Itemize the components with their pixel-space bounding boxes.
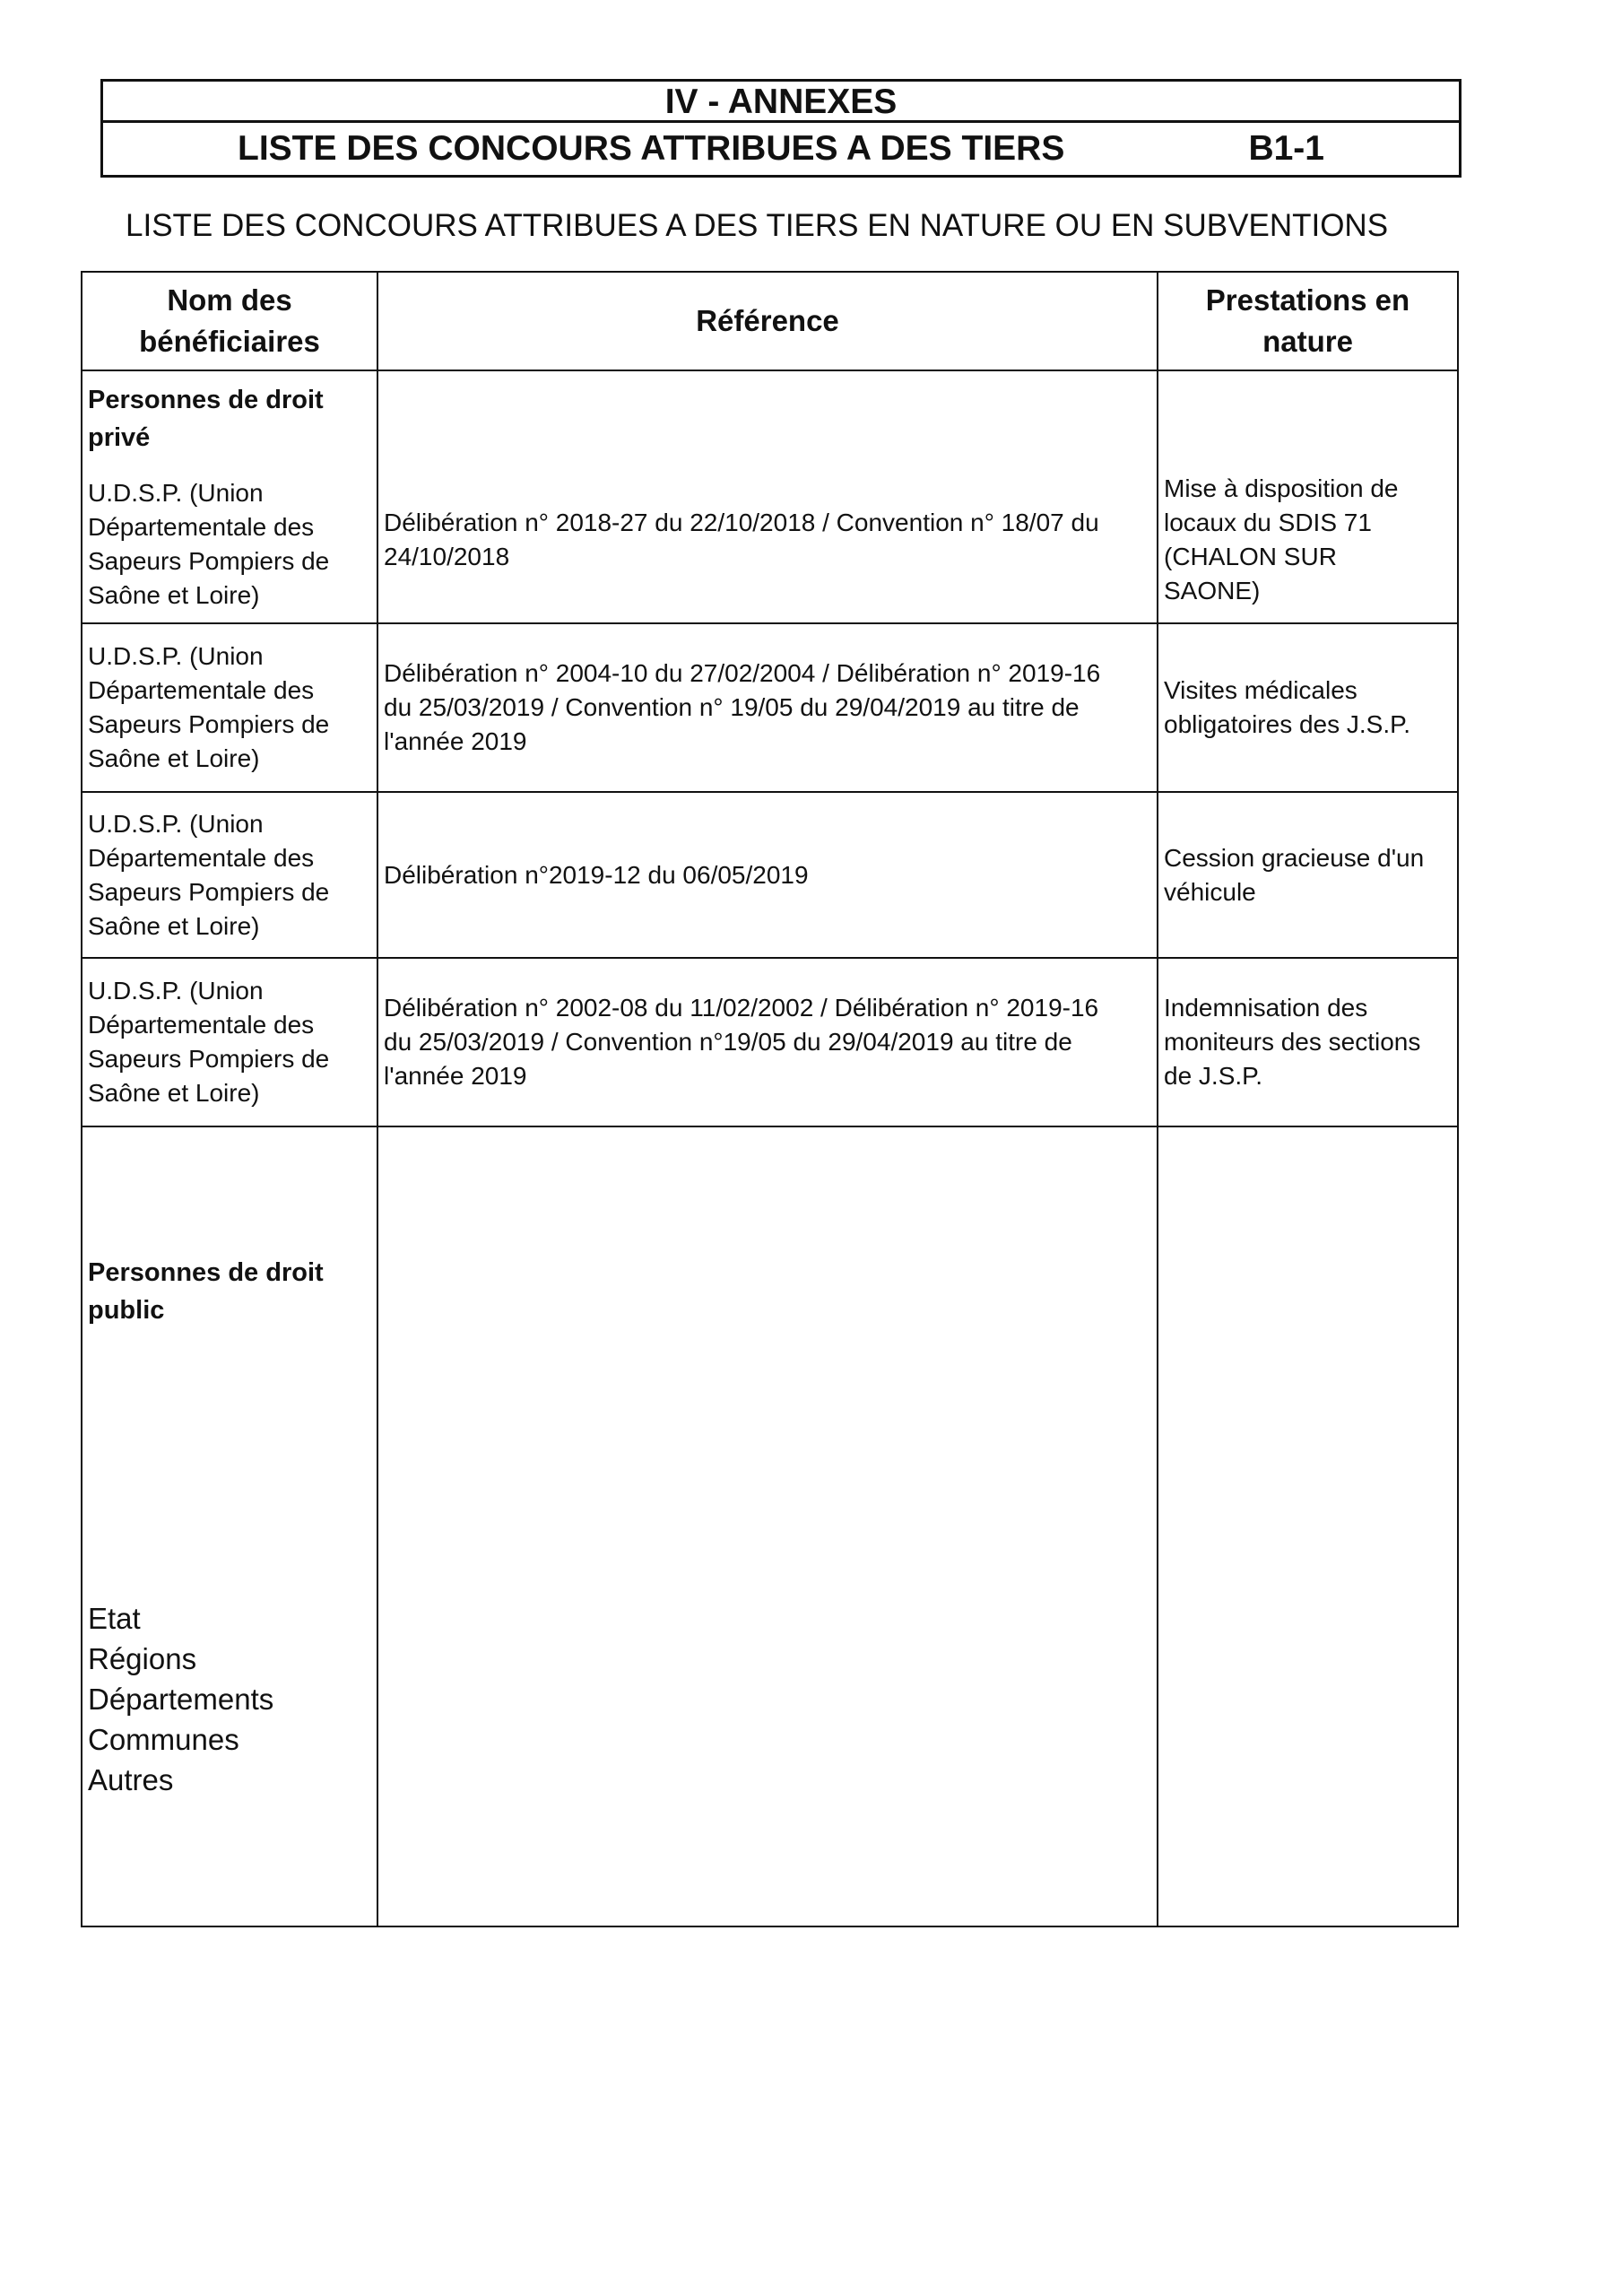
beneficiary-name-line: Sapeurs Pompiers de — [88, 547, 330, 575]
reference-line: Délibération n° 2004-10 du 27/02/2004 / Délibération n° 2019-16 — [384, 659, 1101, 687]
public-item: Communes — [88, 1722, 239, 1756]
annex-subtitle-row — [103, 123, 1459, 175]
reference-line: Délibération n° 2018-27 du 22/10/2018 / Convention n° 18/07 du — [384, 509, 1099, 536]
table-row — [82, 792, 1458, 958]
prestation-line: Cession gracieuse d'un — [1164, 843, 1425, 872]
beneficiary-name-line: Départementale des — [88, 513, 315, 541]
beneficiary-name-line: Sapeurs Pompiers de — [88, 877, 330, 906]
public-section-title-line-1: Personnes de droit — [88, 1257, 324, 1287]
public-item: Etat — [88, 1601, 141, 1635]
column-header-reference: Référence — [377, 272, 1158, 370]
prestation-line: moniteurs des sections — [1164, 1028, 1421, 1056]
private-section-title-line-2: privé — [88, 423, 151, 452]
beneficiary-name-line: Saône et Loire) — [88, 744, 260, 772]
public-section-row — [82, 1126, 1458, 1926]
table-row — [82, 958, 1458, 1126]
prestation-line: Indemnisation des — [1164, 994, 1368, 1022]
reference-cell — [377, 370, 1158, 623]
beneficiary-name-line: Départementale des — [88, 843, 315, 872]
column-header-name-line-2: bénéficiaires — [139, 325, 320, 358]
beneficiary-name-line: Départementale des — [88, 676, 315, 704]
beneficiary-cell — [82, 623, 377, 792]
beneficiary-name-line: U.D.S.P. (Union — [88, 479, 264, 507]
beneficiaries-table — [81, 271, 1459, 1927]
prestation-cell — [1158, 370, 1458, 623]
public-section-cell — [82, 1126, 377, 1926]
reference-line: l'année 2019 — [384, 727, 527, 755]
reference-line: 24/10/2018 — [384, 543, 510, 570]
beneficiary-name-line: U.D.S.P. (Union — [88, 642, 264, 670]
annex-subtitle: LISTE DES CONCOURS ATTRIBUES A DES TIERS — [238, 129, 1065, 168]
reference-cell — [377, 958, 1158, 1126]
table-header-row — [82, 272, 1458, 370]
beneficiary-cell — [82, 370, 377, 623]
prestation-cell — [1158, 792, 1458, 958]
reference-line: l'année 2019 — [384, 1062, 527, 1090]
prestation-line: de J.S.P. — [1164, 1062, 1263, 1090]
reference-line: Délibération n° 2002-08 du 11/02/2002 / Délibération n° 2019-16 — [384, 994, 1099, 1022]
prestation-line: SAONE) — [1164, 577, 1261, 604]
table-row — [82, 370, 1458, 623]
public-items-list — [88, 1598, 371, 1800]
beneficiary-name-line: Saône et Loire) — [88, 1079, 260, 1107]
public-item: Autres — [88, 1762, 174, 1796]
beneficiary-name-line: Sapeurs Pompiers de — [88, 1045, 330, 1073]
prestation-cell — [1158, 623, 1458, 792]
beneficiary-cell — [82, 792, 377, 958]
annex-header-box — [100, 79, 1462, 178]
prestation-line: locaux du SDIS 71 — [1164, 509, 1372, 536]
prestation-line: Mise à disposition de — [1164, 474, 1399, 502]
public-item: Départements — [88, 1682, 274, 1716]
column-header-prestations — [1158, 272, 1458, 370]
prestation-line: véhicule — [1164, 877, 1256, 906]
page-subtitle: LISTE DES CONCOURS ATTRIBUES A DES TIERS EN NATURE OU EN SUBVENTIONS — [126, 208, 1389, 243]
reference-cell — [377, 623, 1158, 792]
beneficiary-name-line: U.D.S.P. (Union — [88, 977, 264, 1004]
beneficiary-cell — [82, 958, 377, 1126]
table-row — [82, 623, 1458, 792]
reference-cell — [377, 792, 1158, 958]
beneficiary-name-line: Départementale des — [88, 1011, 315, 1039]
beneficiary-name-line: Saône et Loire) — [88, 581, 260, 609]
private-section-title-line-1: Personnes de droit — [88, 386, 324, 414]
prestation-cell — [1158, 958, 1458, 1126]
beneficiary-name-line: U.D.S.P. (Union — [88, 809, 264, 838]
column-header-name-line-1: Nom des — [167, 283, 292, 317]
beneficiary-name-line: Sapeurs Pompiers de — [88, 710, 330, 738]
prestation-line: obligatoires des J.S.P. — [1164, 710, 1410, 738]
public-item: Régions — [88, 1641, 197, 1675]
reference-line: du 25/03/2019 / Convention n° 19/05 du 29/04/2019 au titre de — [384, 693, 1080, 721]
prestation-line: (CHALON SUR — [1164, 543, 1337, 570]
annex-code: B1-1 — [1248, 129, 1324, 168]
public-section-title-line-2: public — [88, 1295, 165, 1325]
reference-line: Délibération n°2019-12 du 06/05/2019 — [384, 860, 809, 889]
column-header-prestations-line-1: Prestations en — [1205, 283, 1410, 317]
prestation-line: Visites médicales — [1164, 676, 1357, 704]
column-header-name — [82, 272, 377, 370]
reference-line: du 25/03/2019 / Convention n°19/05 du 29/04/2019 au titre de — [384, 1028, 1072, 1056]
public-prestation-cell — [1158, 1126, 1458, 1926]
annex-title: IV - ANNEXES — [103, 82, 1459, 123]
column-header-prestations-line-2: nature — [1262, 325, 1353, 358]
beneficiary-name-line: Saône et Loire) — [88, 911, 260, 940]
public-reference-cell — [377, 1126, 1158, 1926]
